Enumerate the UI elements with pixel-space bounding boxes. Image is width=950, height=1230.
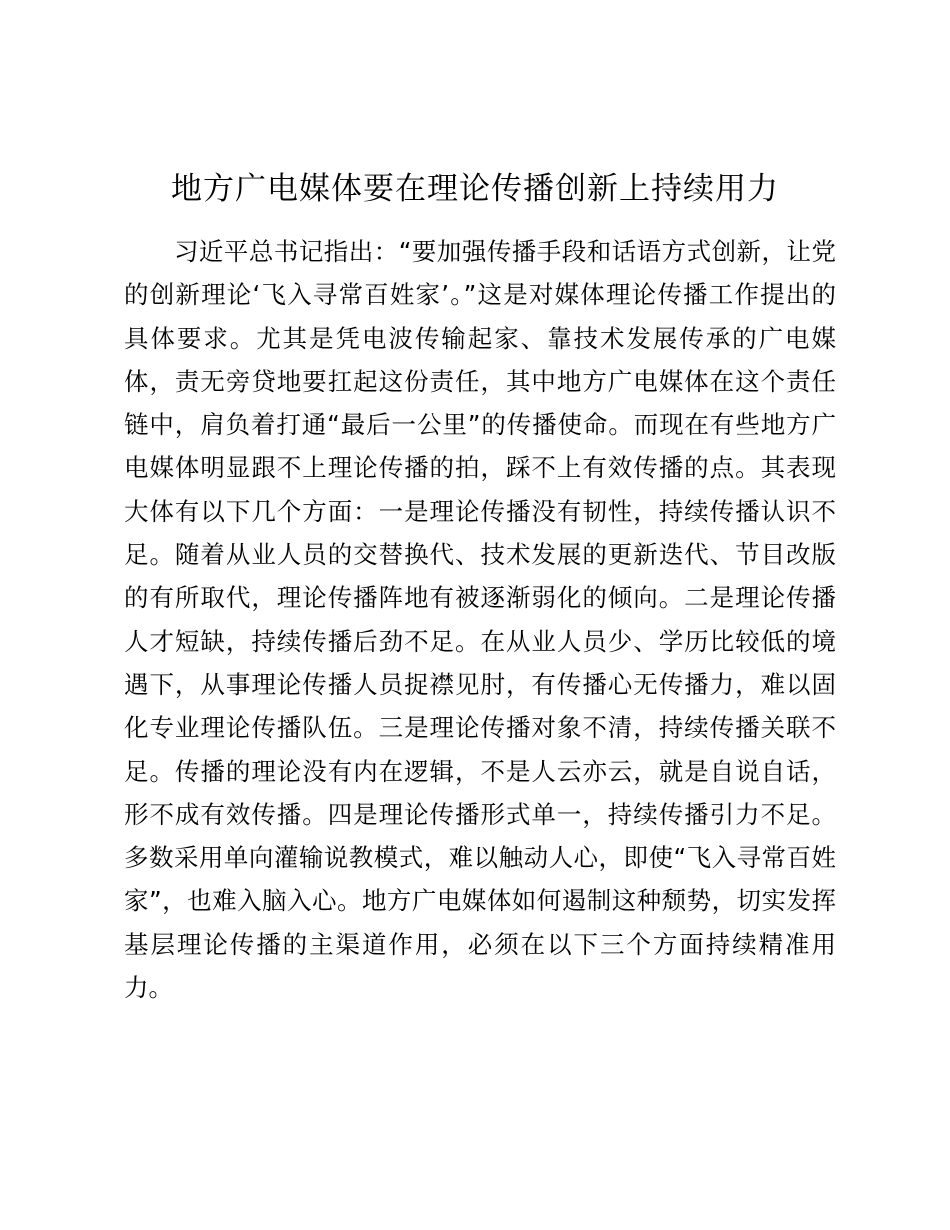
paragraph-line: 的创新理论‘飞入寻常百姓家’。”这是对媒体理论传播工作提出的: [124, 280, 836, 310]
paragraph-line: 体，责无旁贷地要扛起这份责任，其中地方广电媒体在这个责任: [124, 366, 836, 396]
paragraph-line: 大体有以下几个方面：一是理论传播没有韧性，持续传播认识不: [124, 496, 836, 526]
paragraph-line: 人才短缺，持续传播后劲不足。在从业人员少、学历比较低的境: [124, 626, 836, 656]
paragraph-line: 形不成有效传播。四是理论传播形式单一，持续传播引力不足。: [124, 799, 836, 829]
paragraph-line: 的有所取代，理论传播阵地有被逐渐弱化的倾向。二是理论传播: [124, 583, 836, 613]
body-paragraph: [124, 230, 836, 1009]
paragraph-line: 力。: [124, 973, 173, 1003]
paragraph-line: 电媒体明显跟不上理论传播的拍，踩不上有效传播的点。其表现: [124, 453, 836, 483]
paragraph-line: 足。传播的理论没有内在逻辑，不是人云亦云，就是自说自话，: [124, 756, 836, 786]
paragraph-line: 家”，也难入脑入心。地方广电媒体如何遏制这种颓势，切实发挥: [124, 886, 836, 916]
paragraph-line: 化专业理论传播队伍。三是理论传播对象不清，持续传播关联不: [124, 713, 836, 743]
document-title: 地方广电媒体要在理论传播创新上持续用力: [171, 171, 779, 207]
paragraph-line: 链中，肩负着打通“最后一公里”的传播使命。而现在有些地方广: [124, 410, 836, 440]
paragraph-line: 多数采用单向灌输说教模式，难以触动人心，即使“飞入寻常百姓: [124, 843, 836, 873]
paragraph-line: 基层理论传播的主渠道作用，必须在以下三个方面持续精准用: [124, 929, 836, 959]
paragraph-line: 习近平总书记指出：“要加强传播手段和话语方式创新，让党: [124, 237, 836, 266]
paragraph-line: 具体要求。尤其是凭电波传输起家、靠技术发展传承的广电媒: [124, 323, 836, 353]
paragraph-line: 遇下，从事理论传播人员捉襟见肘，有传播心无传播力，难以固: [124, 669, 836, 699]
paragraph-line: 足。随着从业人员的交替换代、技术发展的更新迭代、节目改版: [124, 540, 836, 570]
